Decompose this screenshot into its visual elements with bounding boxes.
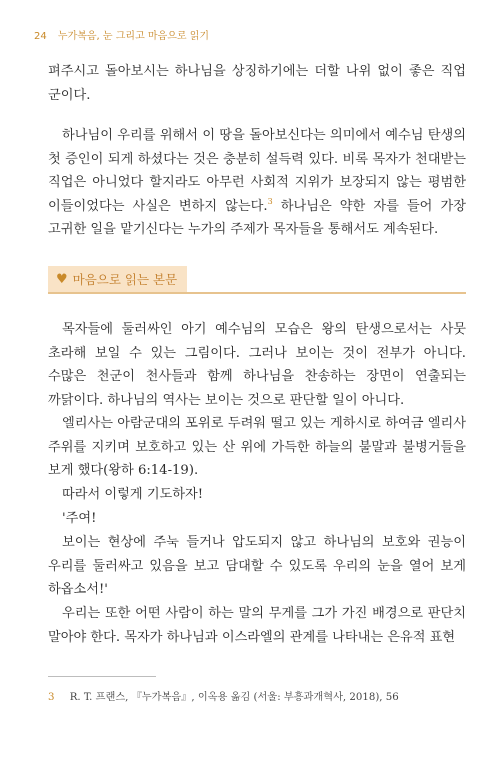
- page-number: 24: [34, 31, 47, 42]
- section-heading: [48, 266, 187, 292]
- footnote-number: 3: [48, 692, 55, 703]
- paragraph-tail: 하나님은 약한 자를 들어 가장 고귀한 일을 맡기신다는 누가의 주제가 목자들을 통해서도 계속된다.: [48, 198, 466, 238]
- footnote: [48, 688, 468, 703]
- footnote-text: R. T. 프랜스, 『누가복음』, 이옥용 옮김 (서울: 부흥과개혁사, 2018), 56: [69, 692, 399, 703]
- paragraph-judgment: 우리는 또한 어떤 사람이 하는 말의 무게를 그가 가진 배경으로 판단치 말아야 한다. 목자가 하나님과 이스라엘의 관계를 나타내는 은유적 표현: [48, 606, 466, 645]
- running-header: [34, 27, 209, 42]
- paragraph-continued: 펴주시고 돌아보시는 하나님을 상징하기에는 더할 나위 없이 좋은 직업 군이다.: [48, 64, 466, 103]
- section-heading-bar: [48, 266, 466, 294]
- running-title: 누가복음, 눈 그리고 마음으로 읽기: [57, 31, 210, 42]
- footnote-marker[interactable]: 3: [267, 196, 273, 206]
- paragraph-prayer-body: 보이는 현상에 주눅 들거나 압도되지 않고 하나님의 보호와 권능이 우리를 둘러싸고 있음을 보고 담대할 수 있도록 우리의 눈을 열어 보게 하옵소서!': [48, 535, 466, 598]
- paragraph-prayer-intro: 따라서 이렇게 기도하자!: [62, 487, 204, 502]
- paragraph-shepherd-witness: [48, 124, 466, 242]
- paragraph-manger-scene: 목자들에 둘러싸인 아기 예수님의 모습은 왕의 탄생으로서는 사뭇 초라해 보일 수 있는 그림이다. 그러나 보이는 것이 전부가 아니다. 수많은 천군이 천사들과 함께 하나님을 찬송하는 장면이 연출되는 까닭이다. 하나님의 역사는 보이는 것으로 판단할 일이 아니다.: [48, 322, 466, 408]
- section-title: 마음으로 읽는 본문: [72, 272, 178, 287]
- footnote-divider: [48, 676, 156, 677]
- paragraph-prayer-open: '주여!: [62, 511, 97, 526]
- heart-icon: ♥: [56, 271, 68, 287]
- paragraph-body: 하나님이 우리를 위해서 이 땅을 돌아보신다는 의미에서 예수님 탄생의 첫 증인이 되게 하셨다는 것은 충분히 설득력 있다. 비록 목자가 천대받는 직업은 아니었다 할지라도 아무런 사회적 지위가 보장되지 않는 평범한 이들이었다는 사실은 변하지 않는다.: [48, 128, 466, 214]
- paragraph-elisha: 엘리사는 아람군대의 포위로 두려워 떨고 있는 게하시로 하여금 엘리사 주위를 지키며 보호하고 있는 산 위에 가득한 하늘의 불말과 불병거들을 보게 했다(왕하 6:14-19).: [48, 416, 466, 479]
